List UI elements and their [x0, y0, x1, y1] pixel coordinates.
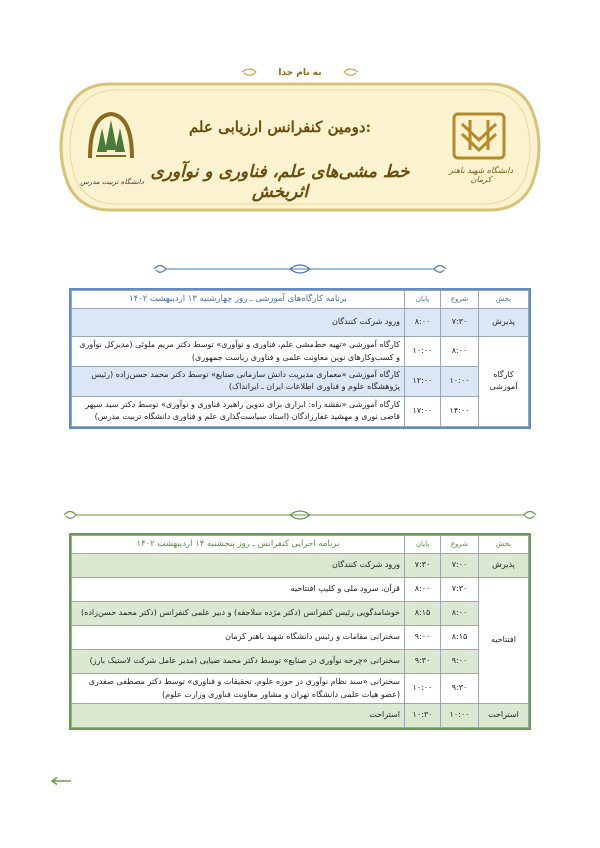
table-row [72, 602, 529, 626]
header-start: شروع [441, 536, 479, 554]
cell-section: استراحت [479, 703, 529, 727]
modares-university-caption: دانشگاه تربیت مدرس [80, 178, 144, 186]
cell-section: افتتاحیه [479, 578, 529, 704]
cell-description: کارگاه آموزشی «تهیه خط‌مشی علم، فناوری و نوآوری» توسط دکتر مریم ملوئی (مدیرکل نوآوری و کسب‌وکارهای نوین معاونت علمی و فناوری ریاست جمهوری) [72, 337, 405, 367]
cell-description: قرآن، سرود ملی و کلیپ افتتاحیه [72, 578, 405, 602]
cell-start: ۸:۰۰ [441, 337, 479, 367]
cell-description: سخنرانی مقامات و رئیس دانشگاه شهید باهنر کرمان [72, 626, 405, 650]
cell-start: ۱۴:۰۰ [441, 396, 479, 426]
cell-description: کارگاه آموزشی «نقشه راه: ابزاری برای تدوین راهبرد فناوری و نوآوری» توسط دکتر سید سپهر قاضی نوری و مهشید غفارزادگان (استاد سیاست‌گذاری علم و فناوری دانشگاه تربیت مدرس) [72, 396, 405, 426]
cell-end: ۸:۰۰ [405, 578, 441, 602]
cell-start: ۷:۰۰ [441, 554, 479, 578]
cell-description: استراحت [72, 703, 405, 727]
cell-start: ۷:۳۰ [441, 578, 479, 602]
table-row [72, 578, 529, 602]
table-row [72, 554, 529, 578]
cell-end: ۸:۰۰ [405, 309, 441, 337]
table-row [72, 674, 529, 704]
table-row [72, 396, 529, 426]
header-end: پایان [405, 536, 441, 554]
cell-end: ۷:۳۰ [405, 554, 441, 578]
cell-start: ۷:۳۰ [441, 309, 479, 337]
table-row [72, 626, 529, 650]
modares-university-logo [86, 110, 136, 162]
conference-subtitle: خط مشی‌های علم، فناوری و نوآوری اثربخش [150, 162, 410, 202]
header-start: شروع [441, 291, 479, 309]
conference-schedule-table [71, 535, 529, 728]
table-row [72, 703, 529, 727]
table-row [72, 337, 529, 367]
table-caption: برنامه اجرایی کنفرانس ـ روز پنجشنبه ۱۴ اردیبهشت ۱۴۰۲ [72, 536, 405, 554]
bismillah-text: به نام خدا [278, 68, 322, 78]
cell-description: کارگاه آموزشی «معماری مدیریت دانش سازمانی صنایع» توسط دکتر محمد حسن‌زاده (رئیس پژوهشگاه علوم و فناوری اطلاعات ایران ـ ایرانداک) [72, 366, 405, 396]
cell-end: ۱۷:۰۰ [405, 396, 441, 426]
kerman-university-logo [452, 110, 506, 162]
cell-end: ۹:۰۰ [405, 626, 441, 650]
table-header-row [72, 291, 529, 309]
table-row [72, 366, 529, 396]
cell-description: خوشامدگویی رئیس کنفرانس (دکتر مژده سلاجقه) و دبیر علمی کنفرانس (دکتر محمد حسن‌زاده) [72, 602, 405, 626]
cell-start: ۹:۳۰ [441, 674, 479, 704]
cell-start: ۹:۰۰ [441, 650, 479, 674]
cell-end: ۱۰:۰۰ [405, 337, 441, 367]
workshop-schedule-table [71, 290, 529, 427]
cell-section: پذیرش [479, 309, 529, 337]
header-section: بخش [479, 536, 529, 554]
conference-title: دومین کنفرانس ارزیابی علم: [188, 118, 372, 136]
kerman-university-caption: دانشگاه شهید باهنر کرمان [449, 166, 513, 184]
cell-start: ۱۰:۰۰ [441, 366, 479, 396]
cell-start: ۱۰:۰۰ [441, 703, 479, 727]
cell-description: سخنرانی «چرخه نوآوری در صنایع» توسط دکتر محمد ضیایی (مدیر عامل شرکت لاستیک بارز) [72, 650, 405, 674]
cell-end: ۸:۱۵ [405, 602, 441, 626]
cell-end: ۱۰:۳۰ [405, 703, 441, 727]
top-ornament [240, 66, 360, 78]
table-caption: برنامه کارگاه‌های آموزشی ـ روز چهارشنبه ۱۳ اردیبهشت ۱۴۰۲ [72, 291, 405, 309]
header-end: پایان [405, 291, 441, 309]
divider-ornament-2 [60, 508, 540, 520]
table-header-row [72, 536, 529, 554]
divider-ornament-1 [150, 262, 450, 274]
cell-start: ۸:۱۵ [441, 626, 479, 650]
cell-section: کارگاه آموزشی [479, 337, 529, 426]
next-page-arrow-icon[interactable] [50, 770, 72, 789]
cell-description: سخنرانی «سند نظام نوآوری در حوزه علوم، تحقیقات و فناوری» توسط دکتر مصطفی صفدری (عضو هیات علمی دانشگاه تهران و مشاور معاونت فناوری وزارت علوم) [72, 674, 405, 704]
table-row [72, 650, 529, 674]
table-row [72, 309, 529, 337]
cell-description: ورود شرکت کنندگان [72, 554, 405, 578]
cell-description: ورود شرکت کنندگان [72, 309, 405, 337]
header-section: بخش [479, 291, 529, 309]
cell-end: ۱۰:۰۰ [405, 674, 441, 704]
cell-start: ۸:۰۰ [441, 602, 479, 626]
cell-end: ۱۲:۰۰ [405, 366, 441, 396]
cell-end: ۹:۳۰ [405, 650, 441, 674]
cell-section: پذیرش [479, 554, 529, 578]
